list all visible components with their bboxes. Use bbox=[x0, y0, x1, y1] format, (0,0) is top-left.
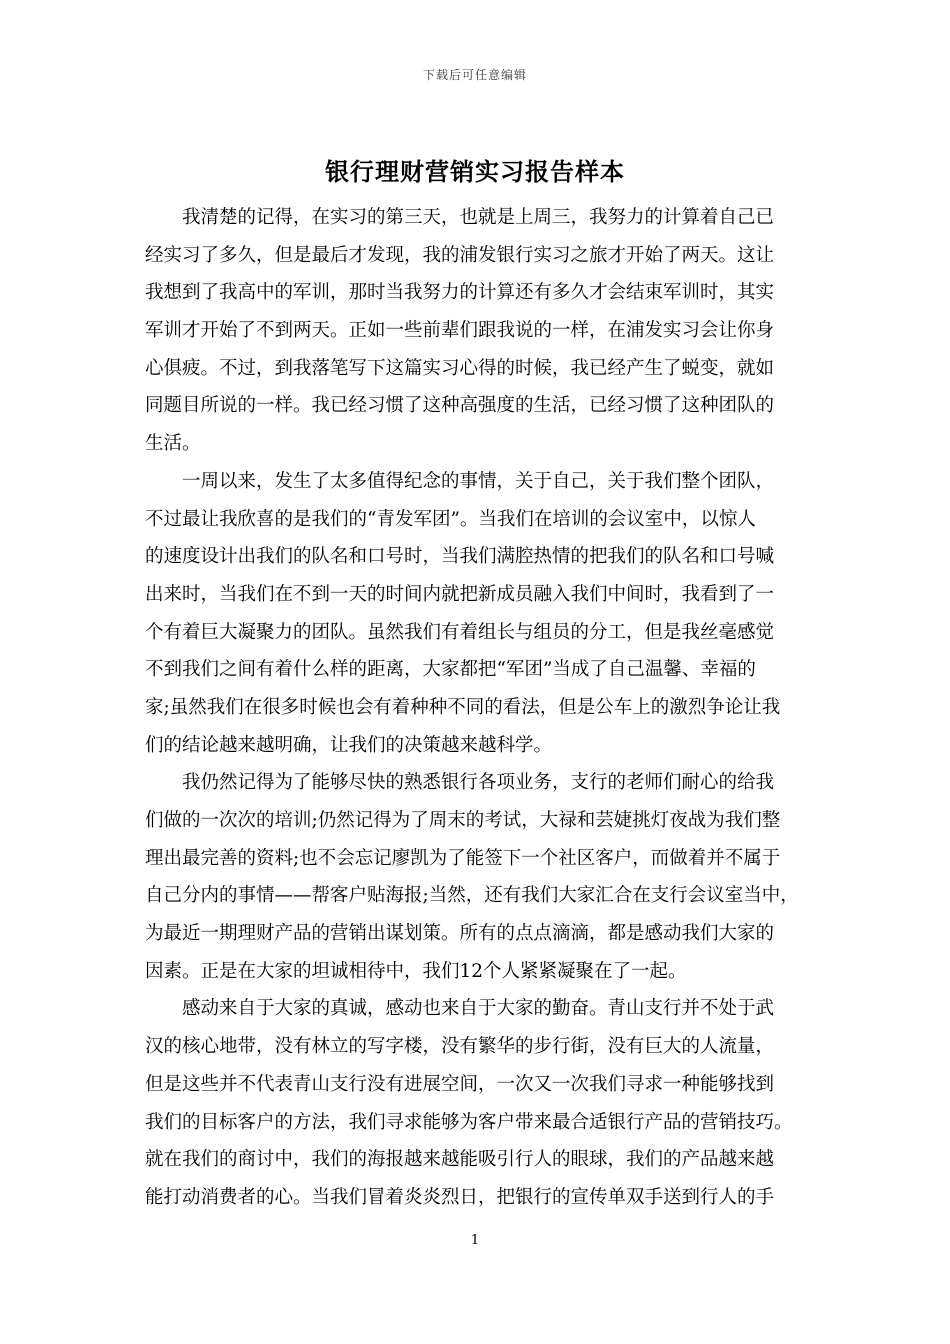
text-line: 我清楚的记得，在实习的第三天，也就是上周三，我努力的计算着自己已 bbox=[182, 207, 775, 228]
text-line: 一周以来，发生了太多值得纪念的事情，关于自己，关于我们整个团队， bbox=[182, 470, 775, 492]
text-line: 我们的目标客户的方法，我们寻求能够为客户带来最合适银行产品的营销技巧。 bbox=[145, 1111, 793, 1133]
text-line: 不过最让我欣喜的是我们的“青发军团”。当我们在培训的会议室中，以惊人 bbox=[145, 508, 756, 530]
text-line: 生活。 bbox=[145, 433, 201, 455]
text-line: 军训才开始了不到两天。正如一些前辈们跟我说的一样，在浦发实习会让你身 bbox=[145, 320, 775, 342]
text-line: 们的结论越来越明确，让我们的决策越来越科学。 bbox=[145, 734, 553, 756]
text-line: 因素。正是在大家的坦诚相待中，我们12个人紧紧凝聚在了一起。 bbox=[145, 960, 687, 982]
paragraph-3 bbox=[145, 764, 807, 990]
text-line: 们做的一次次的培训;仍然记得为了周末的考试，大禄和芸婕挑灯夜战为我们整 bbox=[145, 810, 781, 831]
text-line: 能打动消费者的心。当我们冒着炎炎烈日，把银行的宣传单双手送到行人的手 bbox=[145, 1186, 775, 1208]
text-line: 就在我们的商讨中，我们的海报越来越能吸引行人的眼球，我们的产品越来越 bbox=[145, 1149, 775, 1171]
text-line: 的速度设计出我们的队名和口号时，当我们满腔热情的把我们的队名和口号喊 bbox=[145, 546, 775, 568]
text-line: 但是这些并不代表青山支行没有进展空间，一次又一次我们寻求一种能够找到 bbox=[145, 1073, 775, 1095]
text-line: 不到我们之间有着什么样的距离，大家都把“军团”当成了自己温馨、幸福的 bbox=[145, 659, 756, 681]
text-line: 为最近一期理财产品的营销出谋划策。所有的点点滴滴，都是感动我们大家的 bbox=[145, 923, 775, 945]
page-header: 下载后可任意编辑 bbox=[422, 68, 527, 82]
paragraph-1 bbox=[145, 199, 807, 463]
text-line: 家;虽然我们在很多时候也会有着种种不同的看法，但是公车上的激烈争论让我 bbox=[145, 696, 781, 718]
page-number: 1 bbox=[470, 1233, 480, 1248]
paragraph-2 bbox=[145, 463, 807, 765]
text-line: 理出最完善的资料;也不会忘记廖凯为了能签下一个社区客户，而做着并不属于 bbox=[145, 847, 781, 869]
text-line: 自己分内的事情——帮客户贴海报;当然，还有我们大家汇合在支行会议室当中， bbox=[145, 885, 799, 907]
text-line: 经实习了多久，但是最后才发现，我的浦发银行实习之旅才开始了两天。这让 bbox=[145, 244, 775, 266]
document-title: 银行理财营销实习报告样本 bbox=[325, 157, 625, 186]
text-line: 个有着巨大凝聚力的团队。虽然我们有着组长与组员的分工，但是我丝毫感觉 bbox=[145, 621, 775, 643]
text-line: 出来时，当我们在不到一天的时间内就把新成员融入我们中间时，我看到了一 bbox=[145, 583, 775, 605]
text-line: 我仍然记得为了能够尽快的熟悉银行各项业务，支行的老师们耐心的给我 bbox=[182, 772, 775, 794]
text-line: 感动来自于大家的真诚，感动也来自于大家的勤奋。青山支行并不处于武 bbox=[182, 998, 775, 1020]
paragraph-4 bbox=[145, 990, 807, 1216]
text-line: 同题目所说的一样。我已经习惯了这种高强度的生活，已经习惯了这种团队的 bbox=[145, 395, 775, 417]
text-line: 汉的核心地带，没有林立的写字楼，没有繁华的步行街，没有巨大的人流量， bbox=[145, 1036, 775, 1058]
text-line: 心俱疲。不过，到我落笔写下这篇实习心得的时候，我已经产生了蜕变，就如 bbox=[145, 357, 775, 379]
text-line: 我想到了我高中的军训，那时当我努力的计算还有多久才会结束军训时，其实 bbox=[145, 282, 775, 304]
document-body bbox=[145, 199, 807, 1217]
